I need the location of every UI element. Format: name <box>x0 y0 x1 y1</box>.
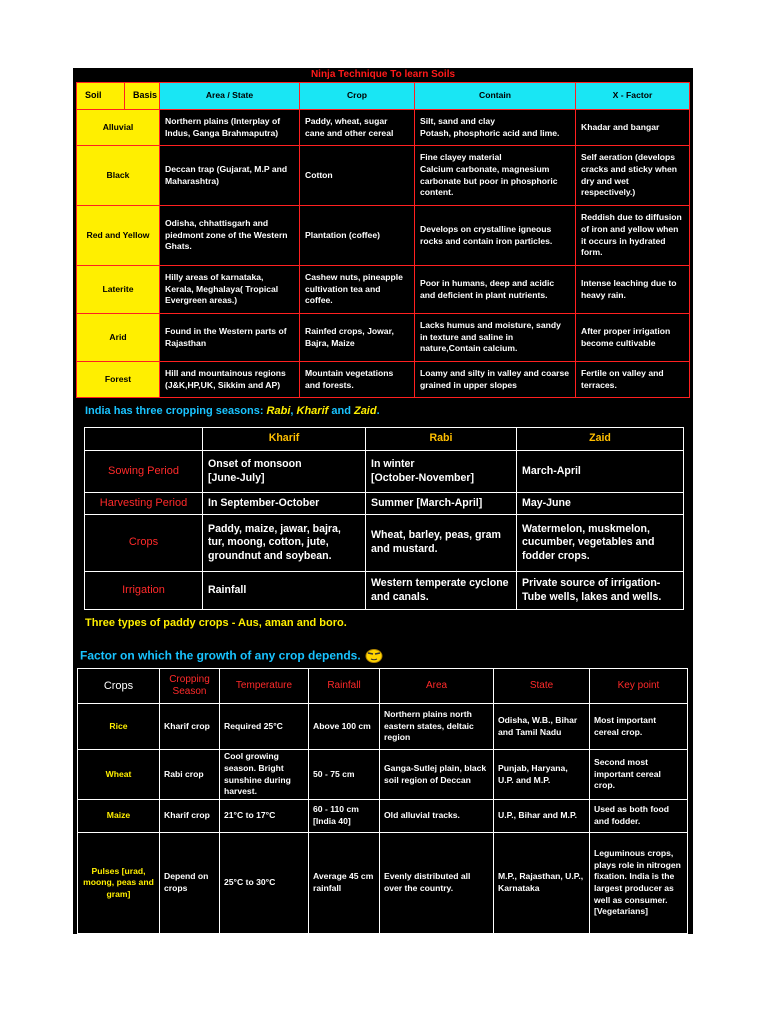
soil-area: Hill and mountainous regions (J&K,HP,UK, Sikkim and AP) <box>160 362 300 398</box>
soil-xfactor: Fertile on valley and terraces. <box>576 362 690 398</box>
soil-contain: Develops on crystalline igneous rocks and contain iron particles. <box>415 206 576 266</box>
zaid-cell: Private source of irrigation- Tube wells, lakes and wells. <box>517 572 684 610</box>
crop-row <box>78 833 688 934</box>
soil-name: Laterite <box>77 266 160 314</box>
soil-xfactor: Reddish due to diffusion of iron and yellow when it occurs in hydrated form. <box>576 206 690 266</box>
soil-name: Black <box>77 146 160 206</box>
crop-temperature: 21°C to 17°C <box>220 800 309 833</box>
basis-header: Basis <box>133 90 158 100</box>
crop-season: Kharif crop <box>160 704 220 750</box>
soil-table-title: Ninja Technique To learn Soils <box>310 69 456 80</box>
kharif-header: Kharif <box>203 428 366 451</box>
crop-name: Pulses [urad, moong, peas and gram] <box>78 833 160 934</box>
soil-contain: Loamy and silty in valley and coarse grained in upper slopes <box>415 362 576 398</box>
crop-name: Rice <box>78 704 160 750</box>
rabi-cell: In winter [October-November] <box>366 451 517 493</box>
soil-contain: Lacks humus and moisture, sandy in texture and saline in nature,Contain calcium. <box>415 314 576 362</box>
rabi-cell: Western temperate cyclone and canals. <box>366 572 517 610</box>
crop-rainfall: Above 100 cm <box>309 704 380 750</box>
soil-xfactor: Intense leaching due to heavy rain. <box>576 266 690 314</box>
soil-xfactor: Khadar and bangar <box>576 110 690 146</box>
crop-name: Maize <box>78 800 160 833</box>
crop-state: U.P., Bihar and M.P. <box>494 800 590 833</box>
soil-table <box>76 82 690 398</box>
season-row-label: Irrigation <box>85 572 203 610</box>
area-header: Area / State <box>160 83 300 110</box>
study-sheet <box>73 68 693 934</box>
crop-area: Northern plains north eastern states, deltaic region <box>380 704 494 750</box>
rabi-cell: Summer [March-April] <box>366 493 517 515</box>
xfactor-header: X - Factor <box>576 83 690 110</box>
crop-temperature: 25°C to 30°C <box>220 833 309 934</box>
season-empty-header <box>85 428 203 451</box>
crop-header: Crop <box>300 83 415 110</box>
crop-keypoint: Most important cereal crop. <box>590 704 688 750</box>
soil-row <box>77 362 690 398</box>
crop-factors-table <box>77 668 688 934</box>
crop-table-header <box>78 669 688 704</box>
season-row-label: Crops <box>85 515 203 572</box>
kharif-cell: In September-October <box>203 493 366 515</box>
soil-row <box>77 206 690 266</box>
smiley-face-icon <box>364 647 384 666</box>
soil-name: Red and Yellow <box>77 206 160 266</box>
soil-crop: Paddy, wheat, sugar cane and other cereal <box>300 110 415 146</box>
soil-row <box>77 314 690 362</box>
crop-row <box>78 704 688 750</box>
crops-header: Crops <box>78 669 160 704</box>
season-row <box>85 515 684 572</box>
crop-rainfall: Average 45 cm rainfall <box>309 833 380 934</box>
crop-season: Kharif crop <box>160 800 220 833</box>
soil-table-header <box>77 83 690 110</box>
soil-area: Odisha, chhattisgarh and piedmont zone of the Western Ghats. <box>160 206 300 266</box>
soil-name: Alluvial <box>77 110 160 146</box>
crop-rainfall: 60 - 110 cm [India 40] <box>309 800 380 833</box>
cropping-seasons-heading: India has three cropping seasons: Rabi, Kharif and Zaid. <box>85 405 380 417</box>
contain-header: Contain <box>415 83 576 110</box>
season-row-label: Sowing Period <box>85 451 203 493</box>
season-row <box>85 493 684 515</box>
zaid-cell: Watermelon, muskmelon, cucumber, vegetables and fodder crops. <box>517 515 684 572</box>
season-row-label: Harvesting Period <box>85 493 203 515</box>
soil-area: Northern plains (Interplay of Indus, Ganga Brahmaputra) <box>160 110 300 146</box>
rabi-header: Rabi <box>366 428 517 451</box>
season-row <box>85 451 684 493</box>
crop-temperature: Required 25°C <box>220 704 309 750</box>
soil-row <box>77 146 690 206</box>
area-header: Area <box>380 669 494 704</box>
soil-name: Arid <box>77 314 160 362</box>
crop-state: Odisha, W.B., Bihar and Tamil Nadu <box>494 704 590 750</box>
soil-crop: Cashew nuts, pineapple cultivation tea and coffee. <box>300 266 415 314</box>
soil-contain: Fine clayey material Calcium carbonate, magnesium carbonate but poor in phosphoric content. <box>415 146 576 206</box>
season-row <box>85 572 684 610</box>
crop-season: Depend on crops <box>160 833 220 934</box>
cropping-season-table <box>84 427 684 610</box>
crop-area: Old alluvial tracks. <box>380 800 494 833</box>
zaid-header: Zaid <box>517 428 684 451</box>
soil-name: Forest <box>77 362 160 398</box>
soil-crop: Rainfed crops, Jowar, Bajra, Maize <box>300 314 415 362</box>
soil-crop: Plantation (coffee) <box>300 206 415 266</box>
soil-header: Soil <box>85 90 102 100</box>
crop-row <box>78 800 688 833</box>
crop-temperature: Cool growing season. Bright sunshine during harvest. <box>220 750 309 800</box>
crop-keypoint: Used as both food and fodder. <box>590 800 688 833</box>
season-table-header <box>85 428 684 451</box>
state-header: State <box>494 669 590 704</box>
crop-area: Evenly distributed all over the country. <box>380 833 494 934</box>
soil-crop: Cotton <box>300 146 415 206</box>
soil-area: Found in the Western parts of Rajasthan <box>160 314 300 362</box>
crop-rainfall: 50 - 75 cm <box>309 750 380 800</box>
season-header: Cropping Season <box>160 669 220 704</box>
soil-contain: Poor in humans, deep and acidic and deficient in plant nutrients. <box>415 266 576 314</box>
kharif-cell: Paddy, maize, jawar, bajra, tur, moong, cotton, jute, groundnut and soybean. <box>203 515 366 572</box>
crop-keypoint: Leguminous crops, plays role in nitrogen fixation. India is the largest producer as well as consumer. [Vegetarians] <box>590 833 688 934</box>
keypoint-header: Key point <box>590 669 688 704</box>
soil-xfactor: After proper irrigation become cultivable <box>576 314 690 362</box>
crop-factors-heading: Factor on which the growth of any crop depends. <box>80 647 680 666</box>
soil-row <box>77 110 690 146</box>
kharif-cell: Onset of monsoon [June-July] <box>203 451 366 493</box>
kharif-cell: Rainfall <box>203 572 366 610</box>
soil-contain: Silt, sand and clay Potash, phosphoric acid and lime. <box>415 110 576 146</box>
paddy-crops-note: Three types of paddy crops - Aus, aman and boro. <box>85 617 347 629</box>
soil-area: Hilly areas of karnataka, Kerala, Meghalaya( Tropical Evergreen areas.) <box>160 266 300 314</box>
crop-season: Rabi crop <box>160 750 220 800</box>
soil-basis-header <box>77 83 160 110</box>
crop-keypoint: Second most important cereal crop. <box>590 750 688 800</box>
crop-area: Ganga-Sutlej plain, black soil region of Deccan <box>380 750 494 800</box>
crop-state: Punjab, Haryana, U.P. and M.P. <box>494 750 590 800</box>
crop-row <box>78 750 688 800</box>
rabi-cell: Wheat, barley, peas, gram and mustard. <box>366 515 517 572</box>
soil-crop: Mountain vegetations and forests. <box>300 362 415 398</box>
soil-area: Deccan trap (Gujarat, M.P and Maharashtra) <box>160 146 300 206</box>
zaid-cell: May-June <box>517 493 684 515</box>
zaid-cell: March-April <box>517 451 684 493</box>
temperature-header: Temperature <box>220 669 309 704</box>
crop-name: Wheat <box>78 750 160 800</box>
soil-xfactor: Self aeration (develops cracks and sticky when dry and wet respectively.) <box>576 146 690 206</box>
crop-state: M.P., Rajasthan, U.P., Karnataka <box>494 833 590 934</box>
rainfall-header: Rainfall <box>309 669 380 704</box>
soil-row <box>77 266 690 314</box>
